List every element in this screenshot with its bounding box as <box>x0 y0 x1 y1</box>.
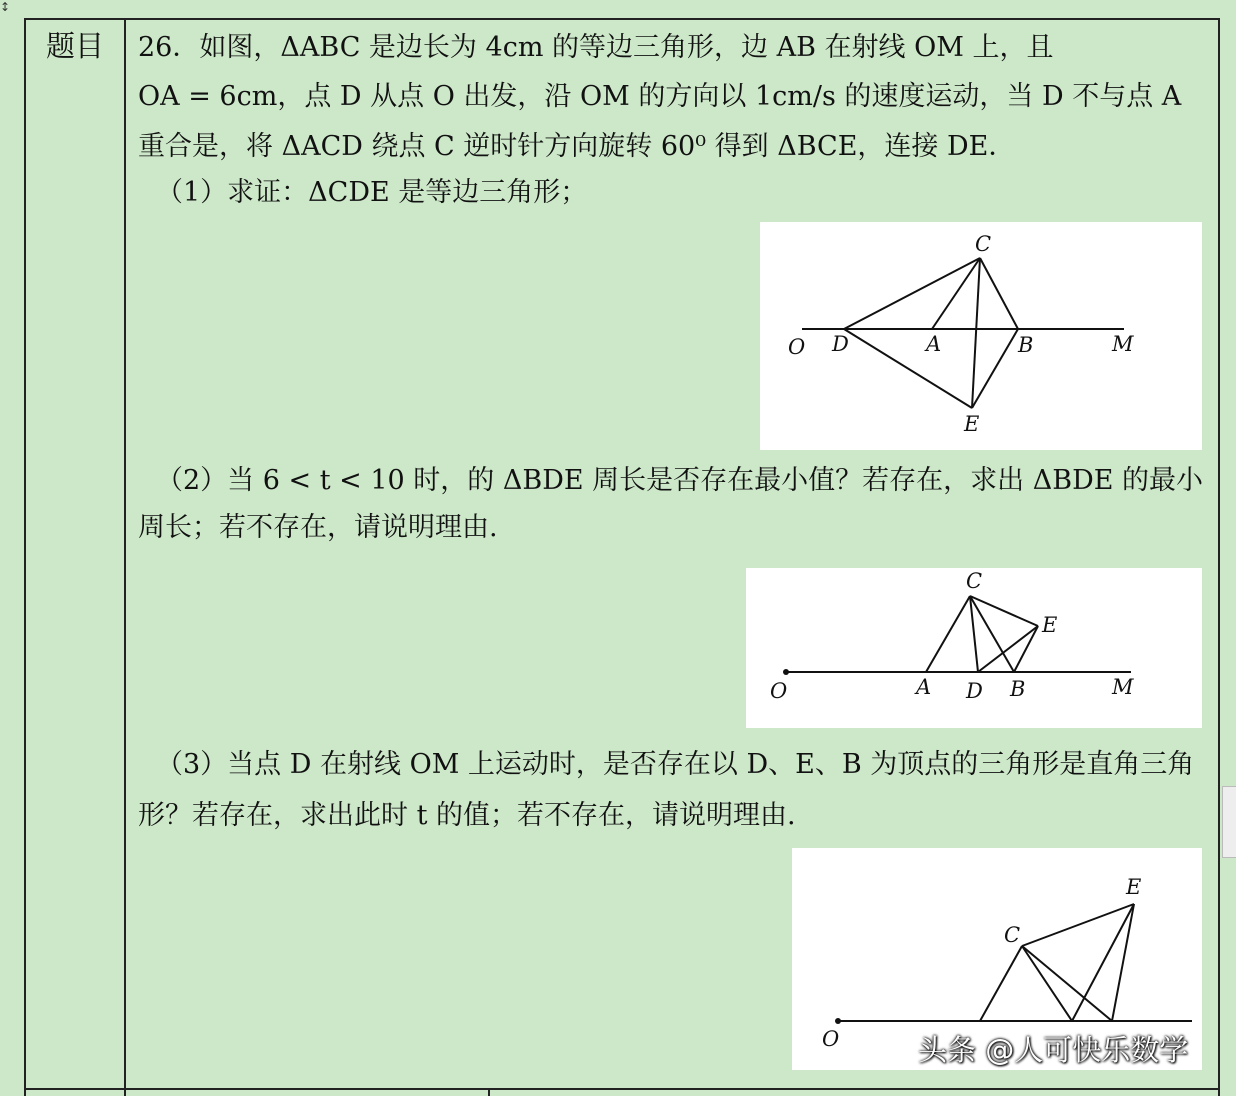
fig1-label-b: B <box>1018 333 1034 357</box>
fig2-label-e: E <box>1042 613 1058 637</box>
problem-intro-line-3: 重合是，将 ΔACD 绕点 C 逆时针方向旋转 60⁰ 得到 ΔBCE，连接 DE． <box>138 131 1016 162</box>
question-1: （1）求证：ΔCDE 是等边三角形； <box>156 177 588 208</box>
question-3-line-1: （3）当点 D 在射线 OM 上运动时，是否存在以 D、E、B 为顶点的三角形是直角三角 <box>156 749 1195 780</box>
fig2-label-m: M <box>1112 675 1134 699</box>
table-right-border <box>1218 18 1220 1096</box>
fig1-label-o: O <box>788 335 806 359</box>
problem-intro-line-1: 26．如图，ΔABC 是边长为 4cm 的等边三角形，边 AB 在射线 OM 上，且 <box>138 32 1054 63</box>
figure-2-drawing <box>746 568 1202 728</box>
fig2-label-d: D <box>966 679 983 703</box>
fig1-label-m: M <box>1112 332 1134 356</box>
fig2-label-c: C <box>966 569 983 593</box>
watermark: 头条 @人可快乐数学 <box>918 1033 1189 1067</box>
table-lower-divider <box>488 1088 490 1096</box>
table-left-border <box>24 18 26 1096</box>
fig2-label-a: A <box>916 675 932 699</box>
figure-2 <box>746 568 1202 728</box>
fig1-label-d: D <box>832 332 849 356</box>
problem-intro-line-2: OA = 6cm，点 D 从点 O 出发，沿 OM 的方向以 1cm/s 的速度运动，当 D 不与点 A <box>138 81 1182 112</box>
question-3-line-2: 形？若存在，求出此时 t 的值；若不存在，请说明理由. <box>138 800 796 831</box>
question-2-line-2: 周长；若不存在，请说明理由. <box>138 512 498 543</box>
table-move-handle-icon[interactable]: ↕ <box>0 0 11 14</box>
fig3-label-e: E <box>1126 875 1142 899</box>
table-top-border <box>24 18 1220 20</box>
fig1-label-c: C <box>975 232 992 256</box>
fig2-label-b: B <box>1010 677 1026 701</box>
fig3-label-o: O <box>822 1027 840 1051</box>
fig3-label-c: C <box>1004 923 1021 947</box>
question-2-line-1: （2）当 6 < t < 10 时，的 ΔBDE 周长是否存在最小值？若存在，求出 ΔBDE 的最小 <box>156 465 1204 496</box>
fig2-label-o: O <box>770 679 788 703</box>
fig1-label-e: E <box>964 412 980 436</box>
table-bottom-border <box>24 1088 1220 1090</box>
scrollbar-handle[interactable] <box>1222 786 1236 858</box>
figure-1 <box>760 222 1202 450</box>
table-column-divider <box>124 18 126 1096</box>
figure-1-drawing <box>760 222 1202 450</box>
row-label: 题目 <box>45 29 104 63</box>
fig1-label-a: A <box>926 332 942 356</box>
